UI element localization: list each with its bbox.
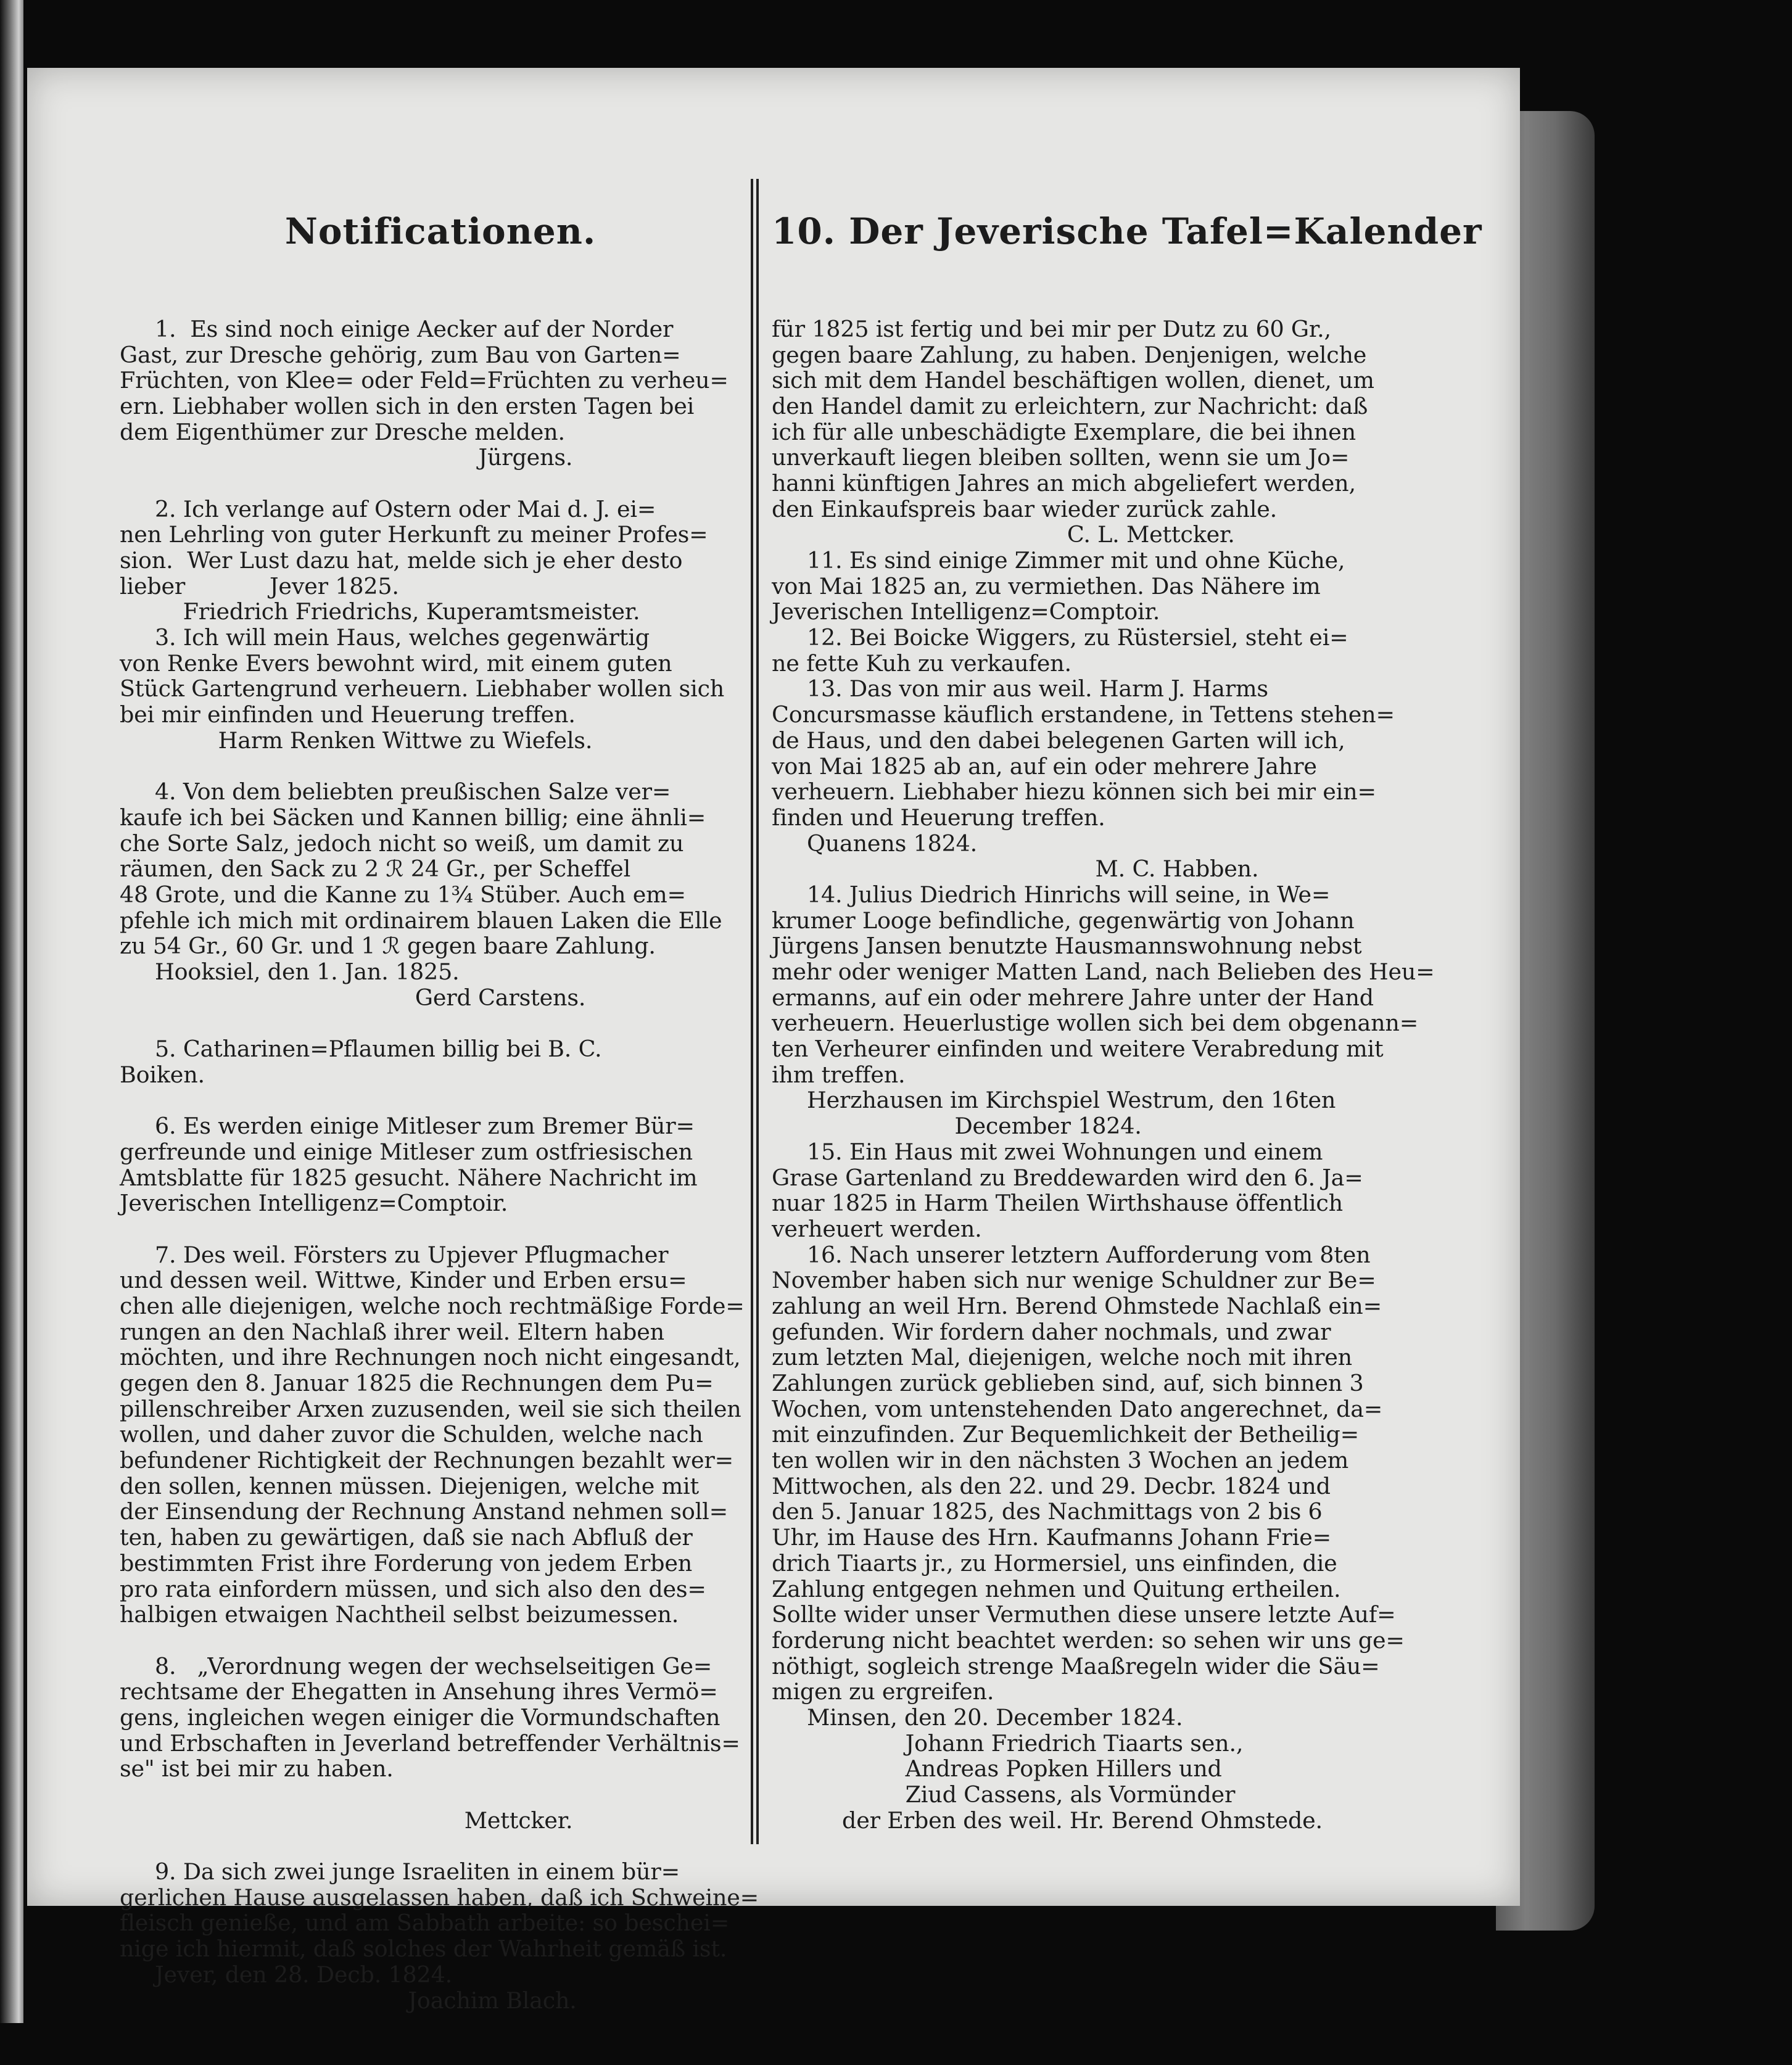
column-divider [756, 179, 759, 1844]
text-line: ten wollen wir in den nächsten 3 Wochen an jedem [772, 1447, 1349, 1474]
text-line: bestimmten Frist ihre Forderung von jedem Erben [120, 1549, 693, 1577]
text-line: Joachim Blach. [120, 1987, 577, 2014]
text-line: halbigen etwaigen Nachtheil selbst beizumessen. [120, 1601, 679, 1628]
right-column [772, 160, 1482, 1885]
text-line: Concursmasse käuflich erstandene, in Tettens stehen= [772, 701, 1395, 728]
text-line: Hooksiel, den 1. Jan. 1825. [120, 958, 460, 985]
text-line: gens, ingleichen wegen einiger die Vormundschaften [120, 1704, 721, 1731]
text-line: December 1824. [772, 1113, 1142, 1140]
text-line: Mittwochen, als den 22. und 29. Decbr. 1824 und [772, 1472, 1331, 1499]
text-line: unverkauft liegen bleiben sollten, wenn sie um Jo= [772, 444, 1350, 471]
text-line: drich Tiaarts jr., zu Hormersiel, uns einfinden, die [772, 1549, 1337, 1577]
text-line: wollen, und daher zuvor die Schulden, welche nach [120, 1421, 703, 1448]
text-line: befundener Richtigkeit der Rechnungen bezahlt wer= [120, 1447, 734, 1474]
text-line: che Sorte Salz, jedoch nicht so weiß, um damit zu [120, 830, 684, 857]
text-line: zahlung an weil Hrn. Berend Ohmstede Nachlaß ein= [772, 1292, 1382, 1319]
text-line: Johann Friedrich Tiaarts sen., [772, 1729, 1244, 1757]
text-line: C. L. Mettcker. [772, 521, 1235, 548]
text-line: mit einzufinden. Zur Bequemlichkeit der Betheilig= [772, 1421, 1360, 1448]
text-line: Amtsblatte für 1825 gesucht. Nähere Nachricht im [120, 1164, 698, 1191]
text-line: pro rata einfordern müssen, und sich also den des= [120, 1575, 706, 1602]
text-line: möchten, und ihre Rechnungen noch nicht eingesandt, [120, 1344, 741, 1371]
text-line: Herzhausen im Kirchspiel Westrum, den 16ten [772, 1087, 1336, 1114]
text-line: zu 54 Gr., 60 Gr. und 1 ℛ gegen baare Zahlung. [120, 933, 656, 960]
text-line [120, 1833, 737, 1859]
text-line: Jürgens. [120, 444, 573, 471]
text-line: von Mai 1825 ab an, auf ein oder mehrere Jahre [772, 752, 1317, 780]
text-line: hanni künftigen Jahres an mich abgeliefert werden, [772, 469, 1356, 497]
text-line: 16. Nach unserer letztern Aufforderung vom 8ten [772, 1241, 1371, 1268]
text-line: der Einsendung der Rechnung Anstand nehmen soll= [120, 1498, 729, 1525]
text-line: se" ist bei mir zu haben. [120, 1755, 394, 1783]
text-line: Stück Gartengrund verheuern. Liebhaber wollen sich [120, 675, 725, 703]
text-line: Jeverischen Intelligenz=Comptoir. [772, 598, 1160, 625]
text-line: ich für alle unbeschädigte Exemplare, die bei ihnen [772, 418, 1356, 445]
text-line [120, 1010, 737, 1036]
text-line: Grase Gartenland zu Breddewarden wird den 6. Ja= [772, 1164, 1363, 1191]
text-line [120, 1087, 737, 1113]
text-line: von Mai 1825 an, zu vermiethen. Das Nähere im [772, 572, 1321, 600]
text-line: 3. Ich will mein Haus, welches gegenwärtig [120, 624, 650, 651]
text-line: 15. Ein Haus mit zwei Wohnungen und einem [772, 1138, 1323, 1165]
section-heading: Notificationen. [284, 210, 597, 253]
text-line: den Handel damit zu erleichtern, zur Nachricht: daß [772, 392, 1368, 419]
text-line: gegen baare Zahlung, zu haben. Denjenigen, welche [772, 341, 1367, 368]
text-line: Ziud Cassens, als Vormünder [772, 1781, 1236, 1808]
left-column [120, 160, 759, 2065]
text-line: finden und Heuerung treffen. [772, 804, 1105, 831]
text-line: den sollen, kennen müssen. Diejenigen, welche mit [120, 1472, 699, 1499]
text-line: nen Lehrling von guter Herkunft zu meiner Profes= [120, 521, 708, 548]
text-line: ne fette Kuh zu verkaufen. [772, 649, 1071, 677]
text-line: Andreas Popken Hillers und [772, 1755, 1222, 1783]
text-line: den 5. Januar 1825, des Nachmittags von 2 bis 6 [772, 1498, 1323, 1525]
text-line: Boiken. [120, 1061, 205, 1088]
text-line: ern. Liebhaber wollen sich in den ersten Tagen bei [120, 392, 695, 419]
text-line: migen zu ergreifen. [772, 1678, 994, 1705]
text-line: ten, haben zu gewärtigen, daß sie nach Abfluß der [120, 1524, 693, 1551]
text-line: räumen, den Sack zu 2 ℛ 24 Gr., per Scheffel [120, 855, 631, 883]
text-line: der Erben des weil. Hr. Berend Ohmstede. [772, 1807, 1323, 1834]
text-line [120, 471, 737, 497]
column-divider [751, 179, 753, 1844]
text-line: bei mir einfinden und Heuerung treffen. [120, 701, 576, 728]
text-line: sion. Wer Lust dazu hat, melde sich je eher desto [120, 547, 683, 574]
text-line: Sollte wider unser Vermuthen diese unsere letzte Auf= [772, 1601, 1396, 1628]
text-line: Jever, den 28. Decb. 1824. [120, 1961, 453, 1988]
text-line: 48 Grote, und die Kanne zu 1¾ Stüber. Auch em= [120, 881, 686, 908]
text-line: ihm treffen. [772, 1061, 906, 1088]
document-page [27, 68, 1520, 2014]
right-column-text [772, 315, 1435, 1834]
text-line: Jürgens Jansen benutzte Hausmannswohnung nebst [772, 933, 1362, 960]
text-line: Harm Renken Wittwe zu Wiefels. [120, 727, 593, 754]
text-line: gegen den 8. Januar 1825 die Rechnungen dem Pu= [120, 1370, 714, 1396]
text-line: und Erbschaften in Jeverland betreffender Verhältnis= [120, 1729, 740, 1757]
text-line: nöthigt, sogleich strenge Maaßregeln wider die Säu= [772, 1652, 1380, 1680]
text-line [120, 754, 737, 780]
text-line: mehr oder weniger Matten Land, nach Belieben des Heu= [772, 958, 1435, 985]
text-line: Friedrich Friedrichs, Kuperamtsmeister. [120, 598, 640, 625]
text-line: 8. „Verordnung wegen der wechselseitigen Ge= [120, 1652, 712, 1680]
text-line: 11. Es sind einige Zimmer mit und ohne Küche, [772, 547, 1345, 574]
text-line: 4. Von dem beliebten preußischen Salze ver= [120, 778, 671, 806]
text-line: Gerd Carstens. [120, 984, 586, 1011]
left-column-text [120, 315, 759, 2014]
text-line: nuar 1825 in Harm Theilen Wirthshause öffentlich [772, 1190, 1343, 1217]
text-line: Früchten, von Klee= oder Feld=Früchten zu verheu= [120, 367, 729, 394]
text-line: 1. Es sind noch einige Aecker auf der Norder [120, 315, 674, 342]
text-line: für 1825 ist fertig und bei mir per Dutz zu 60 Gr., [772, 315, 1331, 342]
text-line [120, 1628, 737, 1654]
left-page-edge [0, 0, 23, 2023]
text-line: ermanns, auf ein oder mehrere Jahre unter der Hand [772, 984, 1374, 1011]
text-line: kaufe ich bei Säcken und Kannen billig; eine ähnli= [120, 804, 706, 831]
text-line: dem Eigenthümer zur Dresche melden. [120, 418, 565, 445]
text-line: gerfreunde und einige Mitleser zum ostfriesischen [120, 1138, 693, 1165]
text-line: Zahlung entgegen nehmen und Quitung ertheilen. [772, 1575, 1341, 1602]
text-line: Wochen, vom untenstehenden Dato angerechnet, da= [772, 1395, 1383, 1422]
text-line: ten Verheurer einfinden und weitere Verabredung mit [772, 1036, 1384, 1063]
text-line: rungen an den Nachlaß ihrer weil. Eltern haben [120, 1318, 664, 1345]
text-line: lieber Jever 1825. [120, 572, 399, 600]
text-line: 9. Da sich zwei junge Israeliten in einem bür= [120, 1858, 680, 1886]
text-line: pillenschreiber Arxen zuzusenden, weil sie sich theilen [120, 1395, 741, 1422]
text-line: sich mit dem Handel beschäftigen wollen, dienet, um [772, 367, 1374, 394]
text-line: 2. Ich verlange auf Ostern oder Mai d. J. ei= [120, 495, 656, 522]
text-line: M. C. Habben. [772, 855, 1259, 883]
text-line: pfehle ich mich mit ordinairem blauen Laken die Elle [120, 907, 722, 934]
text-line: Quanens 1824. [772, 830, 978, 857]
text-line: verheuert werden. [772, 1215, 982, 1242]
text-line: Mettcker. [120, 1807, 573, 1834]
text-line: nige ich hiermit, daß solches der Wahrheit gemäß ist. [120, 1935, 727, 1963]
text-line: Uhr, im Hause des Hrn. Kaufmanns Johann Frie= [772, 1524, 1332, 1551]
text-line: 13. Das von mir aus weil. Harm J. Harms [772, 675, 1268, 703]
text-line: forderung nicht beachtet werden: so sehen wir uns ge= [772, 1626, 1405, 1654]
text-line: 6. Es werden einige Mitleser zum Bremer Bür= [120, 1113, 695, 1140]
text-line: 12. Bei Boicke Wiggers, zu Rüstersiel, steht ei= [772, 624, 1348, 651]
text-line: krumer Looge befindliche, gegenwärtig von Johann [772, 907, 1355, 934]
text-line: Minsen, den 20. December 1824. [772, 1704, 1183, 1731]
text-line: 7. Des weil. Försters zu Upjever Pflugmacher [120, 1241, 669, 1268]
text-line: Jeverischen Intelligenz=Comptoir. [120, 1190, 508, 1217]
text-line: rechtsame der Ehegatten in Ansehung ihres Vermö= [120, 1678, 718, 1705]
text-line: von Renke Evers bewohnt wird, mit einem guten [120, 649, 672, 677]
text-line: Gast, zur Dresche gehörig, zum Bau von Garten= [120, 341, 681, 368]
text-line [120, 1782, 737, 1808]
text-line: fleisch genieße, und am Sabbath arbeite: so beschei= [120, 1910, 730, 1937]
text-line: gefunden. Wir fordern daher nochmals, und zwar [772, 1318, 1331, 1345]
text-line [120, 1216, 737, 1242]
text-line: verheuern. Heuerlustige wollen sich bei dem obgenann= [772, 1010, 1419, 1037]
text-line: chen alle diejenigen, welche noch rechtmäßige Forde= [120, 1292, 745, 1319]
text-line: Zahlungen zurück geblieben sind, auf, sich binnen 3 [772, 1370, 1364, 1396]
text-line: November haben sich nur wenige Schuldner zur Be= [772, 1267, 1376, 1294]
text-line: gerlichen Hause ausgelassen haben, daß ich Schweine= [120, 1884, 759, 1911]
text-line: 5. Catharinen=Pflaumen billig bei B. C. [120, 1036, 602, 1063]
text-line: 14. Julius Diedrich Hinrichs will seine, in We= [772, 881, 1331, 908]
text-line: den Einkaufspreis baar wieder zurück zahle. [772, 495, 1278, 522]
text-line: verheuern. Liebhaber hiezu können sich bei mir ein= [772, 778, 1376, 806]
text-line: zum letzten Mal, diejenigen, welche noch mit ihren [772, 1344, 1352, 1371]
text-line: und dessen weil. Wittwe, Kinder und Erben ersu= [120, 1267, 687, 1294]
calendar-heading: 10. Der Jeverische Tafel=Kalender [772, 210, 1482, 253]
text-line: de Haus, und den dabei belegenen Garten will ich, [772, 727, 1345, 754]
